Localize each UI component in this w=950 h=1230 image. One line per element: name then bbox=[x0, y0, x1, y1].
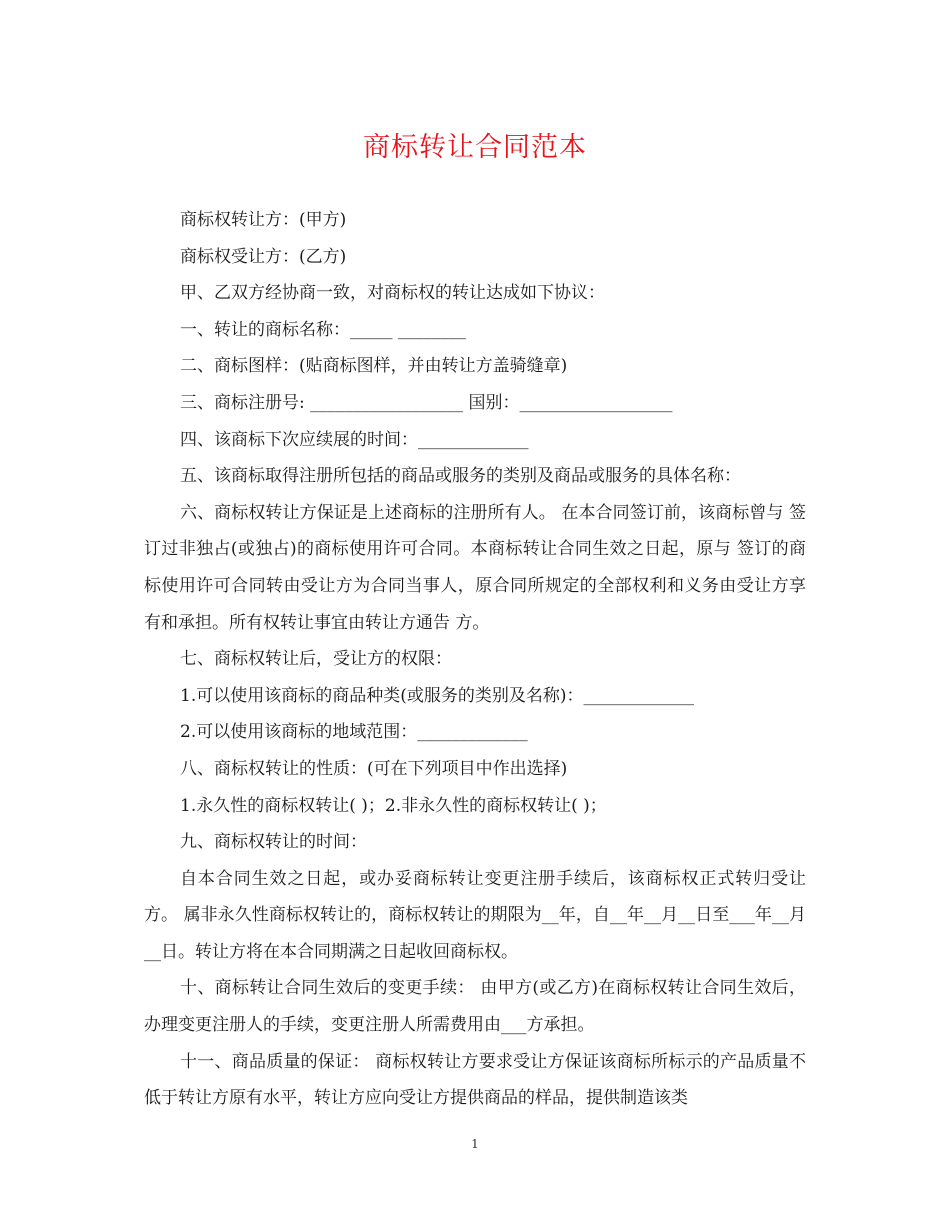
clause-11-paragraph: 十一、商品质量的保证： 商标权转让方要求受让方保证该商标所标示的产品质量不低于转让方原有水平，转让方应向受让方提供商品的样品，提供制造该类 bbox=[144, 1051, 806, 1109]
document-body bbox=[144, 202, 806, 1117]
clause-9-paragraph: 自本合同生效之日起，或办妥商标转让变更注册手续后，该商标权正式转归受让方。 属非永久性商标权转让的，商标权转让的期限为__年，自__年__月__日至___年__月__日。转让方将在本合同期满之日起收回商标权。 bbox=[144, 868, 806, 962]
clause-4-renewal-time: 四、该商标下次应续展的时间：_____________ bbox=[180, 429, 529, 450]
clause-7-item-2: 2.可以使用该商标的地域范围：_____________ bbox=[180, 722, 528, 743]
transferee-line: 商标权受让方：(乙方) bbox=[180, 246, 347, 267]
clause-9-heading: 九、商标权转让的时间： bbox=[180, 832, 367, 853]
clause-6-paragraph: 六、商标权转让方保证是上述商标的注册所有人。 在本合同签订前，该商标曾与 签订过非独占(或独占)的商标使用许可合同。本商标转让合同生效之日起，原与 签订的商标使用许可合同转由受让方为合同当事人，原合同所规定的全部权利和义务由受让方享有和承担。所有权转让事宜由转让方通告 方。 bbox=[144, 502, 806, 633]
document-title: 商标转让合同范本 bbox=[363, 132, 587, 163]
page-number: 1 bbox=[471, 1137, 479, 1151]
clause-7-item-1: 1.可以使用该商标的商品种类(或服务的类别及名称)：_____________ bbox=[180, 685, 694, 706]
clause-7-heading: 七、商标权转让后，受让方的权限： bbox=[180, 649, 452, 670]
clause-5-goods-services: 五、该商标取得注册所包括的商品或服务的类别及商品或服务的具体名称： bbox=[180, 466, 741, 487]
clause-3-registration-number: 三、商标注册号: __________________ 国别：__________________ bbox=[180, 392, 673, 413]
clause-10-paragraph: 十、商标转让合同生效后的变更手续： 由甲方(或乙方)在商标权转让合同生效后，办理变更注册人的手续，变更注册人所需费用由___方承担。 bbox=[144, 978, 806, 1036]
clause-2-trademark-design: 二、商标图样：(贴商标图样，并由转让方盖骑缝章) bbox=[180, 356, 568, 377]
transferor-line: 商标权转让方：(甲方) bbox=[180, 210, 347, 230]
clause-8-heading: 八、商标权转让的性质：(可在下列项目中作出选择) bbox=[180, 758, 568, 779]
clause-8-options: 1.永久性的商标权转让( )；2.非永久性的商标权转让( )； bbox=[180, 795, 607, 816]
agreement-intro: 甲、乙双方经协商一致，对商标权的转让达成如下协议： bbox=[180, 283, 605, 304]
clause-1-trademark-name: 一、转让的商标名称：_____ ________ bbox=[180, 319, 466, 340]
